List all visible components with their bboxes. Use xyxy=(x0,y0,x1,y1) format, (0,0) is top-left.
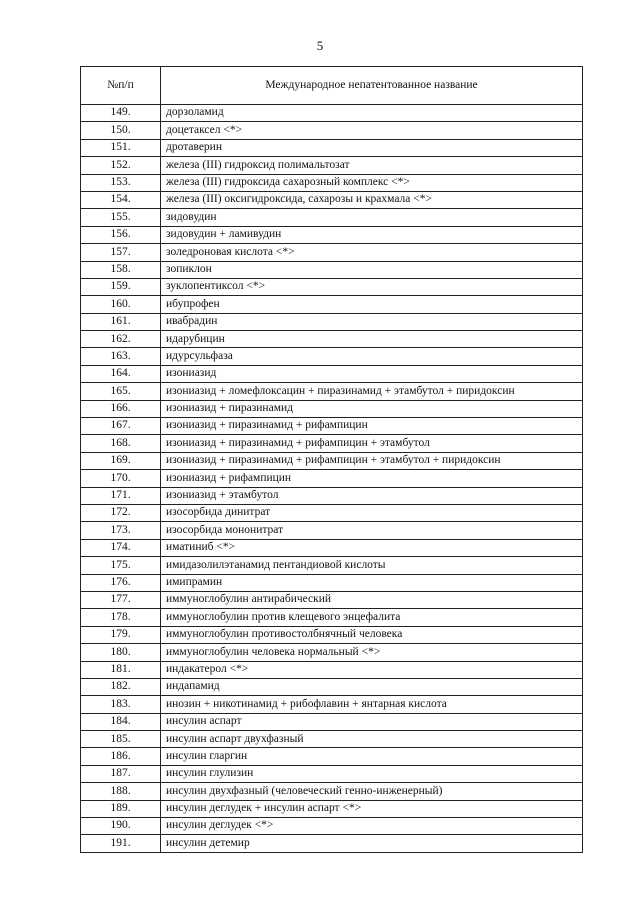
drug-name: иматиниб <*> xyxy=(161,539,583,556)
table-row xyxy=(81,678,583,695)
drug-name: ибупрофен xyxy=(161,296,583,313)
row-number: 149. xyxy=(81,105,161,122)
table-row xyxy=(81,487,583,504)
row-number: 188. xyxy=(81,783,161,800)
row-number: 177. xyxy=(81,591,161,608)
row-number: 173. xyxy=(81,522,161,539)
drug-name: инсулин деглудек + инсулин аспарт <*> xyxy=(161,800,583,817)
drug-name: инсулин глулизин xyxy=(161,765,583,782)
drug-name: изониазид + этамбутол xyxy=(161,487,583,504)
row-number: 160. xyxy=(81,296,161,313)
row-number: 156. xyxy=(81,226,161,243)
row-number: 159. xyxy=(81,278,161,295)
table-row xyxy=(81,261,583,278)
drug-name: изониазид + рифампицин xyxy=(161,470,583,487)
row-number: 181. xyxy=(81,661,161,678)
row-number: 175. xyxy=(81,557,161,574)
drug-name: имипрамин xyxy=(161,574,583,591)
row-number: 153. xyxy=(81,174,161,191)
table-row xyxy=(81,644,583,661)
drug-name: железа (III) гидроксид полимальтозат xyxy=(161,157,583,174)
table-row xyxy=(81,765,583,782)
table-row xyxy=(81,331,583,348)
row-number: 182. xyxy=(81,678,161,695)
drug-name: ивабрадин xyxy=(161,313,583,330)
header-number: №п/п xyxy=(81,67,161,105)
drug-name: иммуноглобулин против клещевого энцефалита xyxy=(161,609,583,626)
drug-name: инсулин детемир xyxy=(161,835,583,852)
table-row xyxy=(81,452,583,469)
drug-name: дорзоламид xyxy=(161,105,583,122)
drug-name: идарубицин xyxy=(161,331,583,348)
drug-name: индакатерол <*> xyxy=(161,661,583,678)
drug-name: имидазолилэтанамид пентандиовой кислоты xyxy=(161,557,583,574)
row-number: 155. xyxy=(81,209,161,226)
drug-table xyxy=(80,66,583,853)
drug-name: изониазид + пиразинамид xyxy=(161,400,583,417)
table-row xyxy=(81,609,583,626)
table-row xyxy=(81,418,583,435)
drug-name: инсулин деглудек <*> xyxy=(161,818,583,835)
drug-name: железа (III) оксигидроксида, сахарозы и крахмала <*> xyxy=(161,191,583,208)
drug-name: изониазид + ломефлоксацин + пиразинамид + этамбутол + пиридоксин xyxy=(161,383,583,400)
drug-name: инсулин аспарт двухфазный xyxy=(161,731,583,748)
page-number: 5 xyxy=(316,38,324,53)
table-row xyxy=(81,139,583,156)
table-row xyxy=(81,626,583,643)
table-row xyxy=(81,800,583,817)
table-row xyxy=(81,400,583,417)
row-number: 191. xyxy=(81,835,161,852)
row-number: 176. xyxy=(81,574,161,591)
row-number: 187. xyxy=(81,765,161,782)
drug-name: иммуноглобулин человека нормальный <*> xyxy=(161,644,583,661)
drug-name: иммуноглобулин антирабический xyxy=(161,591,583,608)
row-number: 157. xyxy=(81,244,161,261)
row-number: 172. xyxy=(81,504,161,521)
row-number: 170. xyxy=(81,470,161,487)
row-number: 161. xyxy=(81,313,161,330)
row-number: 186. xyxy=(81,748,161,765)
table-row xyxy=(81,470,583,487)
row-number: 174. xyxy=(81,539,161,556)
table-row xyxy=(81,105,583,122)
table-row xyxy=(81,574,583,591)
row-number: 179. xyxy=(81,626,161,643)
drug-name: зидовудин xyxy=(161,209,583,226)
row-number: 163. xyxy=(81,348,161,365)
table-row xyxy=(81,157,583,174)
table-row xyxy=(81,365,583,382)
table-row xyxy=(81,122,583,139)
drug-name: зопиклон xyxy=(161,261,583,278)
table-row xyxy=(81,296,583,313)
table-row xyxy=(81,557,583,574)
drug-name: зидовудин + ламивудин xyxy=(161,226,583,243)
drug-name: изониазид + пиразинамид + рифампицин xyxy=(161,418,583,435)
drug-name: инсулин гларгин xyxy=(161,748,583,765)
table-row xyxy=(81,278,583,295)
row-number: 183. xyxy=(81,696,161,713)
drug-name: дротаверин xyxy=(161,139,583,156)
row-number: 158. xyxy=(81,261,161,278)
drug-name: изониазид + пиразинамид + рифампицин + этамбутол xyxy=(161,435,583,452)
table-row xyxy=(81,835,583,852)
table-row xyxy=(81,435,583,452)
table-row xyxy=(81,661,583,678)
drug-name: инсулин двухфазный (человеческий генно-инженерный) xyxy=(161,783,583,800)
drug-name: зуклопентиксол <*> xyxy=(161,278,583,295)
drug-name: индапамид xyxy=(161,678,583,695)
table-row xyxy=(81,783,583,800)
drug-name: изониазид xyxy=(161,365,583,382)
table-row xyxy=(81,539,583,556)
table-row xyxy=(81,191,583,208)
row-number: 178. xyxy=(81,609,161,626)
row-number: 154. xyxy=(81,191,161,208)
table-row xyxy=(81,244,583,261)
row-number: 165. xyxy=(81,383,161,400)
row-number: 151. xyxy=(81,139,161,156)
table-row xyxy=(81,591,583,608)
table-header-row xyxy=(81,67,583,105)
table-row xyxy=(81,504,583,521)
drug-name: иммуноглобулин противостолбнячный человека xyxy=(161,626,583,643)
table-row xyxy=(81,209,583,226)
row-number: 164. xyxy=(81,365,161,382)
row-number: 152. xyxy=(81,157,161,174)
header-name: Международное непатентованное название xyxy=(161,67,583,105)
table-row xyxy=(81,226,583,243)
table-row xyxy=(81,383,583,400)
row-number: 189. xyxy=(81,800,161,817)
table-row xyxy=(81,731,583,748)
drug-name: изосорбида мононитрат xyxy=(161,522,583,539)
drug-name: золедроновая кислота <*> xyxy=(161,244,583,261)
drug-name: идурсульфаза xyxy=(161,348,583,365)
row-number: 167. xyxy=(81,418,161,435)
row-number: 162. xyxy=(81,331,161,348)
row-number: 169. xyxy=(81,452,161,469)
table-row xyxy=(81,748,583,765)
row-number: 180. xyxy=(81,644,161,661)
row-number: 168. xyxy=(81,435,161,452)
table-row xyxy=(81,174,583,191)
row-number: 185. xyxy=(81,731,161,748)
drug-name: изониазид + пиразинамид + рифампицин + этамбутол + пиридоксин xyxy=(161,452,583,469)
drug-name: доцетаксел <*> xyxy=(161,122,583,139)
row-number: 171. xyxy=(81,487,161,504)
drug-name: железа (III) гидроксида сахарозный комплекс <*> xyxy=(161,174,583,191)
table-row xyxy=(81,818,583,835)
table-row xyxy=(81,696,583,713)
row-number: 184. xyxy=(81,713,161,730)
drug-name: изосорбида динитрат xyxy=(161,504,583,521)
row-number: 166. xyxy=(81,400,161,417)
drug-name: инозин + никотинамид + рибофлавин + янтарная кислота xyxy=(161,696,583,713)
drug-name: инсулин аспарт xyxy=(161,713,583,730)
table-row xyxy=(81,713,583,730)
row-number: 190. xyxy=(81,818,161,835)
table-row xyxy=(81,348,583,365)
table-row xyxy=(81,313,583,330)
table-row xyxy=(81,522,583,539)
row-number: 150. xyxy=(81,122,161,139)
